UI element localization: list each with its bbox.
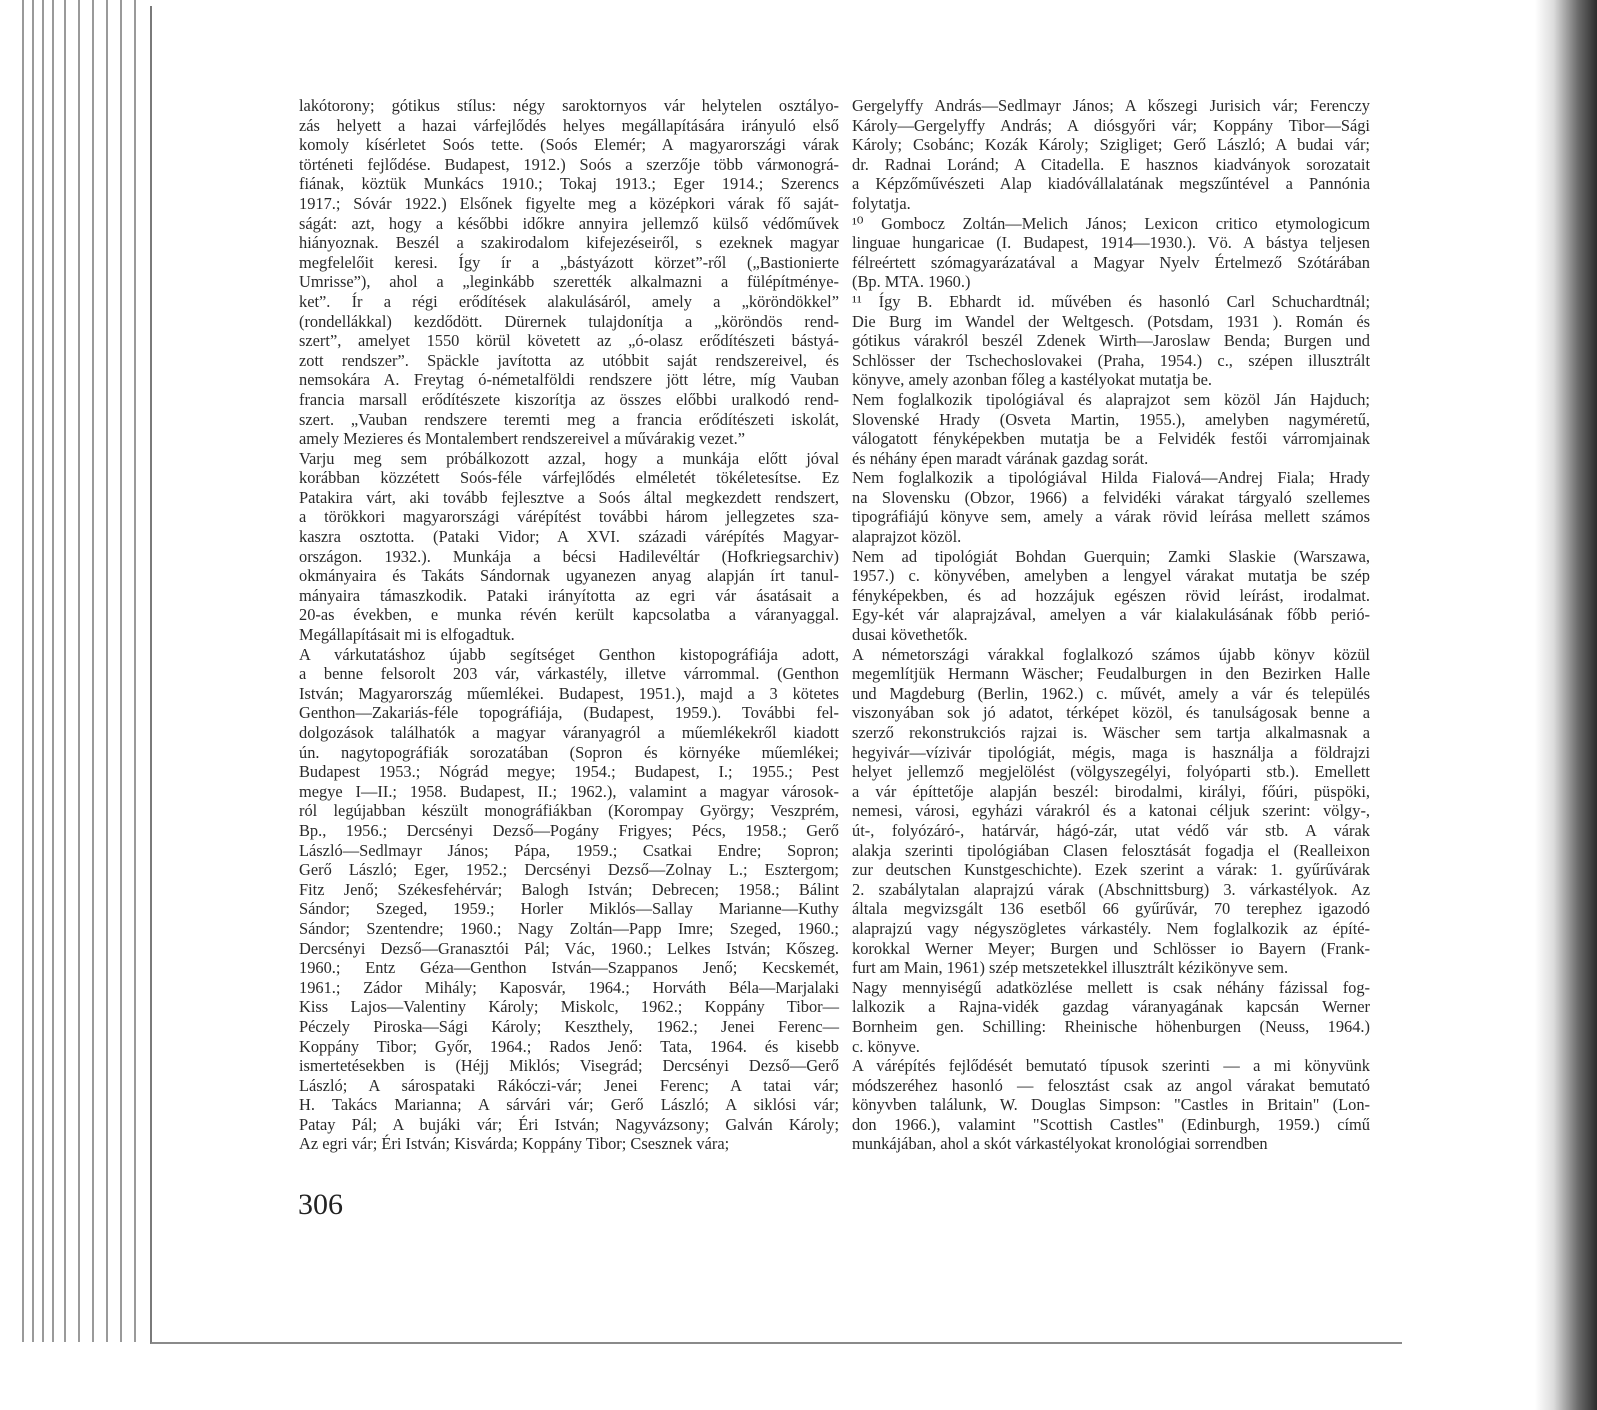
footnote-line: c. könyve. <box>852 1036 920 1056</box>
text-line: Umrisse”), ahol a „leginkább szerették alkalmazni a fülépítménye- <box>299 272 839 292</box>
text-line: 1960.; Entz Géza—Genthon István—Szappanos Jenő; Kecskemét, <box>299 958 839 978</box>
footnote-line: út-, folyózáró-, határvár, hágó-zár, utat védő vár stb. A várak <box>852 820 1370 840</box>
footnote-line: Nem foglalkozik a tipológiával Hilda Fialová—Andrej Fiala; Hrady <box>852 468 1370 488</box>
footnote-line: korokkal Werner Meyer; Burgen und Schlösser io Bayern (Frank- <box>852 938 1370 958</box>
text-line: István; Magyarország műemlékei. Budapest, 1951.), majd a 3 kötetes <box>299 683 839 703</box>
text-line: Az egri vár; Éri István; Kisvárda; Koppány Tibor; Csesznek vára; <box>299 1134 730 1154</box>
text-line: ket”. Ír a régi erődítések alakulásáról, amely a „köröndökkel” <box>299 291 839 311</box>
text-line: 20-as években, e munka révén került kapcsolatba a váranyaggal. <box>299 605 839 625</box>
footnote-line: a vár építtetője alapján beszél: birodalmi, királyi, főúri, püspöki, <box>852 781 1370 801</box>
footnote-line: nemesi, városi, egyházi várakról és a katonai céljuk szerint: völgy-, <box>852 801 1370 821</box>
text-line: Megállapításait mi is elfogadtuk. <box>299 625 515 645</box>
text-line: zott rendszer”. Späckle javította az utóbbit saját rendszereivel, és <box>299 350 839 370</box>
footnote-line: Károly—Gergelyffy András; A diósgyőri vár; Koppány Tibor—Sági <box>852 115 1370 135</box>
footnote-line: ¹¹ Így B. Ebhardt id. művében és hasonló Carl Schuchardtnál; <box>852 291 1370 311</box>
text-line: 1961.; Zádor Mihály; Kaposvár, 1964.; Horváth Béla—Marjalaki <box>299 977 839 997</box>
footnote-line: Nem ad tipológiát Bohdan Guerquin; Zamki Slaskie (Warszawa, <box>852 546 1370 566</box>
footnote-line: helyet jellemző megjelölést (völgyszegélyi, folyóparti stb.). Emellett <box>852 762 1370 782</box>
footnote-line: megemlítjük Hermann Wäscher; Feudalburgen in den Bezirken Halle <box>852 664 1370 684</box>
text-line: nemsokára A. Freytag ó-németalföldi rendszere jött létre, míg Vauban <box>299 370 839 390</box>
text-line: Péczely Piroska—Sági Károly; Keszthely, 1962.; Jenei Ferenc— <box>299 1016 839 1036</box>
footnote-line: furt am Main, 1961) szép metszetekkel illusztrált kézikönyve sem. <box>852 958 1289 978</box>
footnote-line: tipográfiájú könyve sem, amely a várak rövid leírása mellett számos <box>852 507 1370 527</box>
text-line: László; A sárospataki Rákóczi-vár; Jenei Ferenc; A tatai vár; <box>299 1075 839 1095</box>
text-line: megfelelőit keresi. Így ír a „bástyázott körzet”-ről („Bastionierte <box>299 252 839 272</box>
text-line: hiányoznak. Beszél a szakirodalom kifejezéseiről, s ezeknek magyar <box>299 233 839 253</box>
text-line: szert”, amelyet 1550 körül követett az „ó-olasz erődítészeti bástyá- <box>299 331 839 351</box>
footnote-line: alaprajzú vagy négyszögletes várkastély. Nem foglalkozik az építé- <box>852 918 1370 938</box>
footnote-line: módszeréhez hasonló — felosztást csak az angol várakat bemutató <box>852 1075 1370 1095</box>
footnote-line: viszonyában sok jó adatot, térképet közöl, és tanulságosak benne a <box>852 703 1370 723</box>
text-line: a benne felsorolt 203 vár, várkastély, illetve várrommal. (Genthon <box>299 664 839 684</box>
text-line: komoly kísérletet Soós tette. (Soós Elemér; A magyarországi várak <box>299 135 839 155</box>
text-line: korábban közzétett Soós-féle várfejlődés elméletét tökéletesítse. Ez <box>299 468 839 488</box>
footnote-line: munkájában, ahol a skót várkastélyokat kronológiai sorrendben <box>852 1134 1268 1154</box>
page-number: 306 <box>298 1188 343 1221</box>
text-line: lakótorony; gótikus stílus: négy saroktornyos vár helytelen osztályo- <box>299 96 839 115</box>
text-line: Patakira várt, aki tovább fejlesztve a Soós által megkezdett rendszert, <box>299 487 839 507</box>
footnote-line: Die Burg im Wandel der Weltgesch. (Potsdam, 1931 ). Román és <box>852 311 1370 331</box>
page-curl-shadow <box>1535 0 1597 1410</box>
text-line: Koppány Tibor; Győr, 1964.; Rados Jenő: Tata, 1964. és kisebb <box>299 1036 839 1056</box>
text-line: mányaira támaszkodik. Pataki irányította az egri vár ásatásait a <box>299 585 839 605</box>
footnote-line: don 1966.), valamint "Scottish Castles" (Edinburgh, 1959.) című <box>852 1114 1370 1134</box>
footnote-line: gótikus várakról beszél Zdenek Wirth—Jaroslaw Benda; Burgen und <box>852 331 1370 351</box>
text-line: ságát: azt, hogy a későbbi időkre annyira jellemző külső védőművek <box>299 213 839 233</box>
text-line: ismertetésekben is (Héjj Miklós; Visegrád; Dercsényi Dezső—Gerő <box>299 1056 839 1076</box>
footnote-line: Gergelyffy András—Sedlmayr János; A kőszegi Jurisich vár; Ferenczy <box>852 96 1370 115</box>
footnote-line: Slovenské Hrady (Osveta Martin, 1955.), amelyben nagyméretű, <box>852 409 1370 429</box>
footnote-line: szerző rekonstrukciós rajzai is. Wäscher sem tartja alkalmasnak a <box>852 723 1370 742</box>
footnote-line: félreértett szómagyarázatával a Magyar Nyelv Értelmező Szótárában <box>852 252 1370 272</box>
text-line: dolgozások találhatók a magyar váranyagról a műemlékekről kiadott <box>299 723 839 742</box>
footnote-line: könyve, amely azonban főleg a kastélyokat mutatja be. <box>852 370 1213 390</box>
text-line: szert. „Vauban rendszere teremti meg a francia erődítészeti iskolát, <box>299 409 839 429</box>
footnote-line: zur deutschen Kunstgeschichte). Ezek szerint a várak: 1. gyűrűvárak <box>852 860 1370 880</box>
footnote-line: és néhány épen maradt várának gazdag sorát. <box>852 448 1149 468</box>
text-line: Fitz Jenő; Székesfehérvár; Balogh István; Debrecen; 1958.; Bálint <box>299 879 839 899</box>
text-line: A várkutatáshoz újabb segítséget Genthon kistopográfiája adott, <box>299 644 839 664</box>
footnote-line: 2. szabálytalan alaprajzú várak (Abschnittsburg) 3. várkastélyok. Az <box>852 879 1370 899</box>
text-line: fiának, köztük Munkács 1910.; Tokaj 1913.; Eger 1914.; Szerencs <box>299 174 839 194</box>
footnote-line: 1957.) c. könyvében, amelyben a lengyel várakat mutatja be szép <box>852 566 1370 586</box>
text-line: történeti fejlődése. Budapest, 1912.) Soós a szerzője több várмonográ- <box>299 154 839 174</box>
footnote-line: folytatja. <box>852 193 911 213</box>
text-line: 1917.; Sóvár 1922.) Elsőnek figyelte meg a középkori várak fő saját- <box>299 193 839 213</box>
footnote-line: A németországi várakkal foglalkozó számos újabb könyv közül <box>852 644 1370 664</box>
footnote-line: Károly; Csobánc; Kozák Károly; Szigliget; Gerő László; A budai vár; <box>852 135 1370 155</box>
text-line: megye I—II.; 1958. Budapest, II.; 1962.), valamint a magyar városok- <box>299 781 839 801</box>
text-line: Sándor; Szeged, 1959.; Horler Miklós—Sallay Marianne—Kuthy <box>299 899 839 919</box>
text-line: Gerő László; Eger, 1952.; Dercsényi Dezső—Zolnay L.; Esztergom; <box>299 860 839 880</box>
text-line: Patay Pál; A bujáki vár; Éri István; Nagyvázsony; Galván Károly; <box>299 1114 839 1134</box>
footnote-line: alaprajzot közöl. <box>852 527 962 547</box>
footnote-line: und Magdeburg (Berlin, 1962.) c. művét, amely a vár és település <box>852 683 1370 703</box>
right-text-column <box>852 96 1370 1154</box>
text-line: Genthon—Zakariás-féle topográfiája, (Budapest, 1959.). További fel- <box>299 703 839 723</box>
text-line: (rondellákkal) kezdődött. Dürernek tulajdonítja a „köröndös rend- <box>299 311 839 331</box>
footnote-line: Nem foglalkozik tipológiával és alaprajzot sem közöl Ján Hajduch; <box>852 389 1370 409</box>
text-line: Varju meg sem próbálkozott azzal, hogy a munkája előtt jóval <box>299 448 839 468</box>
footnote-line: Egy-két vár alaprajzával, amelyen a vár kialakulásának főbb perió- <box>852 605 1370 625</box>
footnote-line: ¹⁰ Gombocz Zoltán—Melich János; Lexicon critico etymologicum <box>852 213 1370 233</box>
footnote-line: könyvben találunk, W. Douglas Simpson: "Castles in Britain" (Lon- <box>852 1095 1370 1115</box>
footnote-line: válogatott fényképekben mutatja be a Felvidék festői várromjainak <box>852 429 1370 449</box>
footnote-line: na Slovensku (Obzor, 1966) a felvidéki várakat tárgyaló szellemes <box>852 487 1370 507</box>
footnote-line: A várépítés fejlődését bemutató típusok szerinti — a mi könyvünk <box>852 1056 1370 1076</box>
footnote-line: fényképekben, és ad hozzájuk egészen rövid leírást, irodalmat. <box>852 585 1370 605</box>
footnote-line: dr. Radnai Loránd; A Citadella. E hasznos kiadványok sorozatait <box>852 154 1370 174</box>
text-line: amely Mezieres és Montalembert rendszereivel a művárakig vezet.” <box>299 429 745 449</box>
text-line: Dercsényi Dezső—Granasztói Pál; Vác, 1960.; Lelkes István; Kőszeg. <box>299 938 839 958</box>
text-line: László—Sedlmayr János; Pápa, 1959.; Csatkai Endre; Sopron; <box>299 840 839 860</box>
text-line: Kiss Lajos—Valentiny Károly; Miskolc, 1962.; Koppány Tibor— <box>299 997 839 1017</box>
footnote-line: dusai követhetők. <box>852 625 968 645</box>
page-edges <box>22 0 162 1342</box>
text-line: a törökkori magyarországi várépítést további három jellegzetes sza- <box>299 507 839 527</box>
footnote-line: Nagy mennyiségű adatközlése mellett is csak néhány fázissal fog- <box>852 977 1370 997</box>
text-line: országon. 1932.). Munkája a bécsi Hadilevéltár (Hofkriegsarchiv) <box>299 546 839 566</box>
text-line: zás helyett a hazai várfejlődés helyes megállapítására irányuló első <box>299 115 839 135</box>
footnote-line: hegyivár—vízivár tipológiát, mégis, maga is használja a földrajzi <box>852 742 1370 762</box>
footnote-line: Schlösser der Tschechoslovakei (Praha, 1954.) c., szépen illusztrált <box>852 350 1370 370</box>
text-line: ról legújabban készült monográfiákban (Korompay György; Veszprém, <box>299 801 839 821</box>
text-line: kaszra osztotta. (Pataki Vidor; A XVI. századi várépítés Magyar- <box>299 527 839 547</box>
text-line: ún. nagytopográfiák sorozatában (Sopron és környéke műemlékei; <box>299 742 839 762</box>
text-line: Bp., 1956.; Dercsényi Dezső—Pogány Frigyes; Pécs, 1958.; Gerő <box>299 820 839 840</box>
left-text-column <box>299 96 839 1154</box>
text-line: Budapest 1953.; Nógrád megye; 1954.; Budapest, I.; 1955.; Pest <box>299 762 839 782</box>
footnote-line: általa megvizsgált 136 esetből 66 gyűrűvár, 70 terephez igazodó <box>852 899 1370 919</box>
footnote-line: Bornheim gen. Schilling: Rheinische höhenburgen (Neuss, 1964.) <box>852 1016 1370 1036</box>
text-line: Sándor; Szentendre; 1960.; Nagy Zoltán—Papp Imre; Szeged, 1960.; <box>299 918 839 938</box>
footnote-line: lalkozik a Rajna-vidék gazdag váranyagának kapcsán Werner <box>852 997 1370 1017</box>
text-line: francia marsall erődítészete kiszorítja az összes előbbi uralkodó rend- <box>299 389 839 409</box>
footnote-line: linguae hungaricae (I. Budapest, 1914—1930.). Vö. A bástya teljesen <box>852 233 1370 253</box>
footnote-line: a Képzőművészeti Alap kiadóvállalatának megszűntével a Pannónia <box>852 174 1370 194</box>
text-line: H. Takács Marianna; A sárvári vár; Gerő László; A siklósi vár; <box>299 1095 839 1115</box>
footnote-line: alakja szerinti tipológiában Clasen felosztását fogadja el (Realleixon <box>852 840 1370 860</box>
footnote-line: (Bp. MTA. 1960.) <box>852 272 971 292</box>
text-line: okmányaira és Takáts Sándornak ugyanezen anyag alapján írt tanul- <box>299 566 839 586</box>
